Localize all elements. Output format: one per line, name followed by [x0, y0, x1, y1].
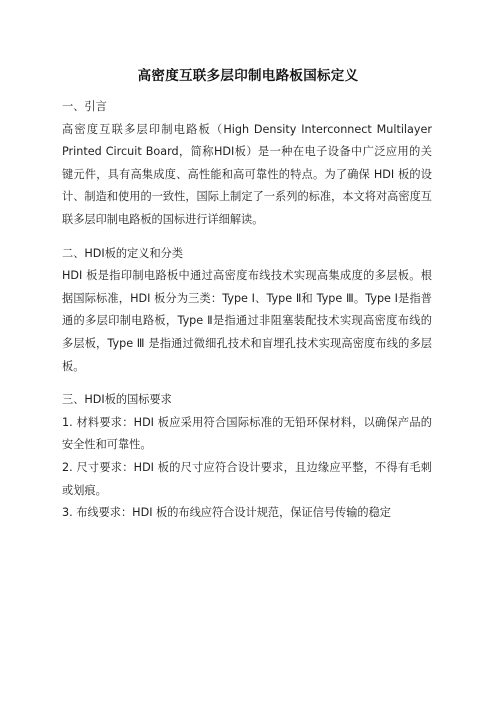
section-spacer — [62, 232, 432, 243]
section-heading-definition: 二、HDI板的定义和分类 — [62, 246, 184, 260]
requirement-item-material: 1. 材料要求：HDI 板应采用符合国际标准的无铅环保材料，以确保产品的安全性和可靠性。 — [62, 415, 432, 452]
requirement-item-routing: 3. 布线要求：HDI 板的布线应符合设计规范，保证信号传输的稳定 — [62, 506, 391, 520]
requirement-item-size: 2. 尺寸要求：HDI 板的尺寸应符合设计要求，且边缘应平整，不得有毛刺或划痕。 — [62, 460, 432, 497]
document-title: 高密度互联多层印制电路板国标定义 — [137, 68, 359, 84]
section-paragraph-intro: 高密度互联多层印制电路板（High Density Interconnect Multilayer Printed Circuit Board，简称HDI板）是一种在电子设备中广泛应用的关键元件，具有高集成度、高性能和高可靠性的特点。为了确保 HDI 板的设计、制造和使用的一致性，国际上制定了一系列的标准，本文将对高密度互联多层印制电路板的国标进行详细解读。 — [62, 122, 432, 226]
section-heading-intro: 一、引言 — [62, 100, 107, 113]
section-paragraph-definition: HDI 板是指印制电路板中通过高密度布线技术实现高集成度的多层板。根据国际标准，HDI 板分为三类：Type Ⅰ、Type Ⅱ和 Type Ⅲ。Type Ⅰ是指普通的多层印制电路板，Type Ⅱ是指通过非阻塞装配技术实现高密度布线的多层板，Type Ⅲ 是指通过微细孔技术和盲埋孔技术实现高密度布线的多层板。 — [62, 269, 432, 373]
section-heading-requirements: 三、HDI板的国标要求 — [62, 393, 172, 407]
section-spacer — [62, 378, 432, 389]
document-body — [62, 96, 432, 525]
